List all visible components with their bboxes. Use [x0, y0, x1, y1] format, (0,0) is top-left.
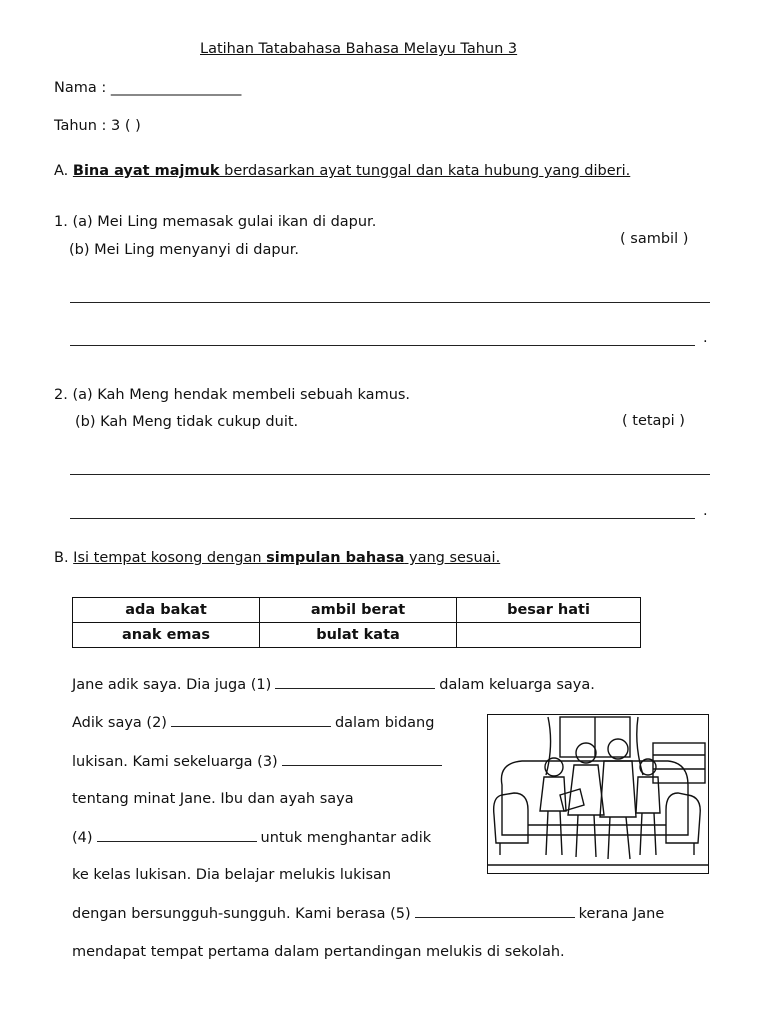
passage-line-3: [72, 753, 446, 770]
passage-text: Adik saya (2): [72, 715, 167, 731]
q1-answer-line-1[interactable]: [70, 302, 710, 303]
section-b-pre: Isi tempat kosong dengan: [73, 550, 267, 566]
q2-answer-line-1[interactable]: [70, 474, 710, 475]
section-b-heading: [54, 550, 500, 566]
section-b-post: yang sesuai.: [404, 550, 501, 566]
option-cell: [457, 623, 641, 648]
blank-3[interactable]: [282, 753, 442, 766]
passage-text: dalam bidang: [334, 715, 435, 731]
blank-5[interactable]: [415, 905, 575, 918]
q2-dot: .: [703, 503, 708, 519]
nama-label: Nama :: [54, 80, 111, 96]
passage-text: (4): [72, 830, 93, 846]
section-a-rest: berdasarkan ayat tunggal dan kata hubung yang diberi.: [219, 163, 631, 179]
passage-line-5: [72, 829, 431, 846]
passage-text: kerana Jane: [578, 906, 665, 922]
section-b-bold: simpulan bahasa: [266, 550, 405, 566]
q2-conj: ( tetapi ): [622, 413, 685, 429]
q1-dot: .: [703, 330, 708, 346]
nama-row: [54, 80, 241, 96]
q2-b: (b) Kah Meng tidak cukup duit.: [75, 414, 299, 430]
passage-line-4: tentang minat Jane. Ibu dan ayah saya: [72, 791, 354, 807]
passage-text: Jane adik saya. Dia juga (1): [72, 677, 272, 693]
option-cell: besar hati: [457, 598, 641, 623]
family-sofa-picture: [488, 715, 708, 873]
blank-4[interactable]: [97, 829, 257, 842]
options-table: [72, 597, 641, 648]
passage-line-1: [72, 676, 595, 693]
q1-a: 1. (a) Mei Ling memasak gulai ikan di dapur.: [54, 214, 377, 230]
page-title: Latihan Tatabahasa Bahasa Melayu Tahun 3: [200, 41, 518, 57]
passage-text: untuk menghantar adik: [260, 830, 432, 846]
nama-line[interactable]: __________________: [110, 80, 242, 96]
section-a-letter: A.: [54, 163, 69, 179]
q2-a: 2. (a) Kah Meng hendak membeli sebuah kamus.: [54, 387, 411, 403]
q1-answer-line-2[interactable]: [70, 345, 695, 346]
option-cell: ambil berat: [260, 598, 457, 623]
passage-text: lukisan. Kami sekeluarga (3): [72, 754, 278, 770]
q2-answer-line-2[interactable]: [70, 518, 695, 519]
section-a-bold: Bina ayat majmuk: [72, 163, 220, 179]
family-illustration: [487, 714, 709, 874]
option-cell: anak emas: [73, 623, 260, 648]
section-b-letter: B.: [54, 550, 69, 566]
tahun-label: Tahun : 3 ( ): [54, 118, 141, 134]
passage-line-8: mendapat tempat pertama dalam pertandingan melukis di sekolah.: [72, 944, 565, 960]
option-cell: ada bakat: [73, 598, 260, 623]
section-a-heading: [54, 163, 630, 179]
blank-1[interactable]: [275, 676, 435, 689]
passage-line-6: ke kelas lukisan. Dia belajar melukis lukisan: [72, 867, 392, 883]
q1-b: (b) Mei Ling menyanyi di dapur.: [69, 242, 299, 258]
options-row: [73, 598, 641, 623]
q1-conj: ( sambil ): [620, 231, 689, 247]
blank-2[interactable]: [171, 714, 331, 727]
passage-line-2: [72, 714, 434, 731]
passage-line-7: [72, 905, 664, 922]
passage-text: dengan bersungguh-sungguh. Kami berasa (5): [72, 906, 411, 922]
option-cell: bulat kata: [260, 623, 457, 648]
options-row: [73, 623, 641, 648]
passage-text: dalam keluarga saya.: [439, 677, 595, 693]
